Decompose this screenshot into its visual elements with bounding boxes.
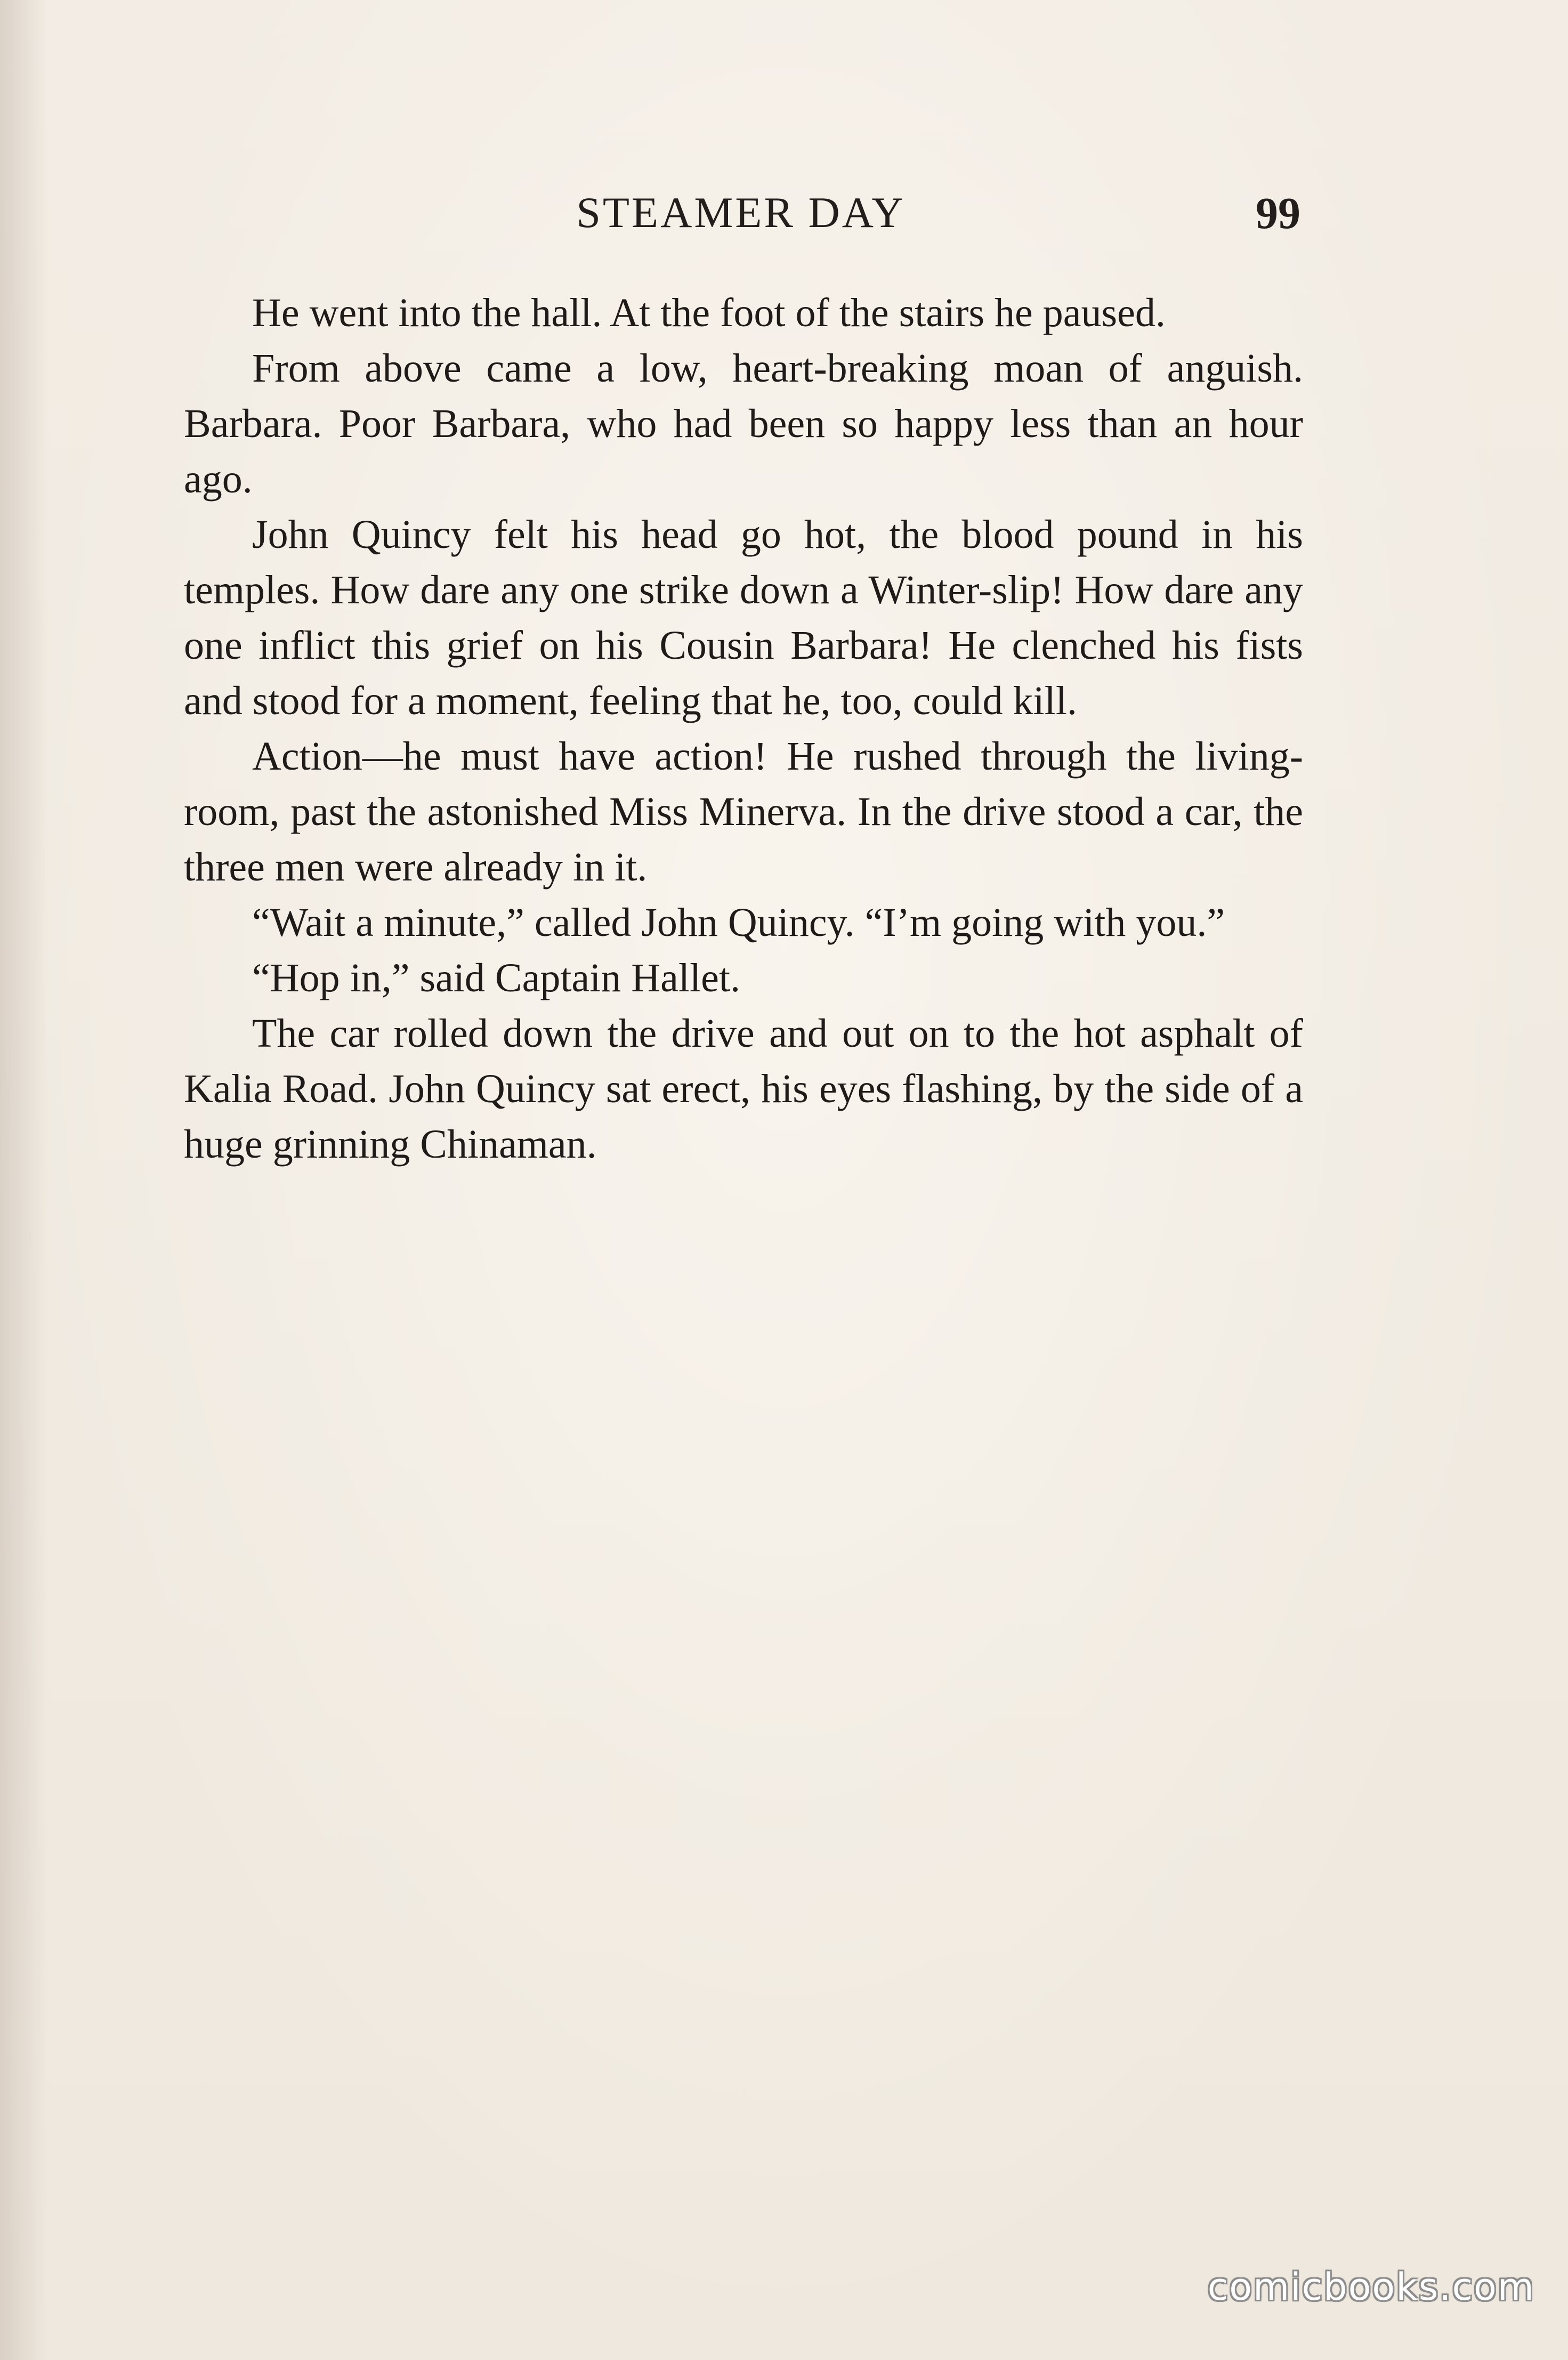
gutter-shadow (0, 0, 48, 2360)
paragraph: The car rolled down the drive and out on to the hot asphalt of Kalia Road. John Quincy sat erect, his eyes flashing, by the side of a huge grinning Chinaman. (184, 1011, 1303, 1167)
paragraph: John Quincy felt his head go hot, the blood pound in his temples. How dare any one strike down a Winter-slip! How dare any one inflict this grief on his Cousin Barbara! He clenched his fists and stood for a moment, feeling that he, too, could kill. (184, 512, 1303, 723)
watermark: comicbooks.com (1207, 2265, 1535, 2309)
paragraph: He went into the hall. At the foot of the stairs he paused. (252, 290, 1166, 335)
body-text (184, 285, 1303, 1172)
running-title: STEAMER DAY (576, 188, 906, 237)
paragraph: From above came a low, heart-breaking moan of anguish. Barbara. Poor Barbara, who had been so happy less than an hour ago. (184, 346, 1303, 502)
paragraph: Action—he must have action! He rushed through the living-room, past the astonished Miss Minerva. In the drive stood a car, the three men were already in it. (184, 734, 1303, 890)
running-head (181, 188, 1300, 246)
paragraph: “Hop in,” said Captain Hallet. (252, 956, 740, 1000)
page-number: 99 (1256, 189, 1300, 238)
paragraph: “Wait a minute,” called John Quincy. “I’m going with you.” (252, 900, 1225, 945)
